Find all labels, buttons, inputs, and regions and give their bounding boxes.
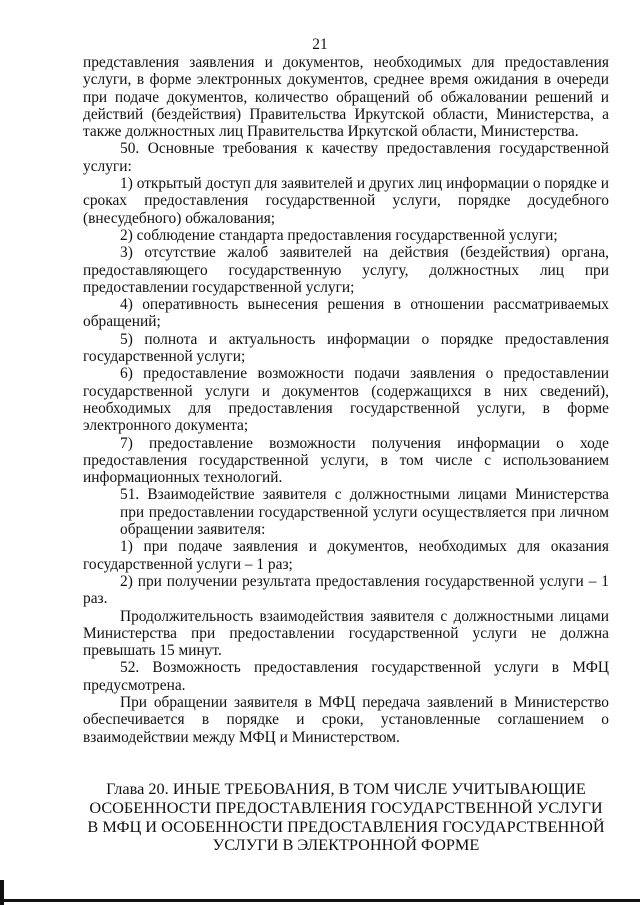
scan-bottom-edge [0, 899, 640, 902]
paragraph-50: 50. Основные требования к качеству предоставления государственной услуги: [83, 140, 609, 175]
list-item-50-7: 7) предоставление возможности получения информации о ходе предоставления государственной услуги, в том числе с использованием информационных технологий. [83, 434, 609, 487]
list-item-50-4: 4) оперативность вынесения решения в отношении рассматриваемых обращений; [83, 296, 609, 331]
list-item-50-6: 6) предоставление возможности подачи заявления о предоставлении государственной услуги и документов (содержащихся в них сведений), необходимых для предоставления государственной услуги, в форме электронного документа; [83, 365, 609, 435]
list-item-51-2: 2) при получении результата предоставления государственной услуги – 1 раз. [83, 572, 609, 608]
paragraph-52-mfc: При обращении заявителя в МФЦ передача заявлений в Министерство обеспечивается в порядке и сроки, установленные соглашением о взаимодействии между МФЦ и Министерством. [83, 693, 609, 746]
paragraph-continuation: представления заявления и документов, необходимых для предоставления услуги, в форме электронных документов, среднее время ожидания в очереди при подаче документов, количество обращений об обжаловании решений и действий (бездействия) Правительства Иркутской области, Министерства, а также должностных лиц Правительства Иркутской области, Министерства. [83, 54, 609, 141]
list-item-50-5: 5) полнота и актуальность информации о порядке предоставления государственной услуги; [83, 330, 609, 366]
chapter-heading: Глава 20. ИНЫЕ ТРЕБОВАНИЯ, В ТОМ ЧИСЛЕ УЧИТЫВАЮЩИЕ ОСОБЕННОСТИ ПРЕДОСТАВЛЕНИЯ ГОСУДАРСТВЕННОЙ УСЛУГИ В МФЦ И ОСОБЕННОСТИ ПРЕДОСТАВЛЕНИЯ ГОСУДАРСТВЕННОЙ УСЛУГИ В ЭЛЕКТРОННОЙ ФОРМЕ [87, 779, 605, 855]
list-item-50-3: 3) отсутствие жалоб заявителей на действия (бездействия) органа, предоставляющего государственную услугу, должностных лиц при предоставлении государственной услуги; [83, 244, 609, 296]
paragraph-51: 51. Взаимодействие заявителя с должностными лицами Министерства при предоставлении государственной услуги осуществляется при личном обращении заявителя: [120, 486, 609, 539]
page-number: 21 [312, 36, 328, 53]
list-item-51-1: 1) при подаче заявления и документов, необходимых для оказания государственной услуги – 1 раз; [83, 538, 609, 573]
document-body [83, 54, 609, 746]
list-item-50-2: 2) соблюдение стандарта предоставления государственной услуги; [120, 226, 558, 244]
paragraph-52: 52. Возможность предоставления государственной услуги в МФЦ предусмотрена. [83, 659, 609, 694]
list-item-50-1: 1) открытый доступ для заявителей и других лиц информации о порядке и сроках предоставления государственной услуги, порядке досудебного (внесудебного) обжалования; [83, 175, 609, 227]
paragraph-51-duration: Продолжительность взаимодействия заявителя с должностными лицами Министерства при предоставлении государственной услуги не должна превышать 15 минут. [83, 607, 609, 660]
